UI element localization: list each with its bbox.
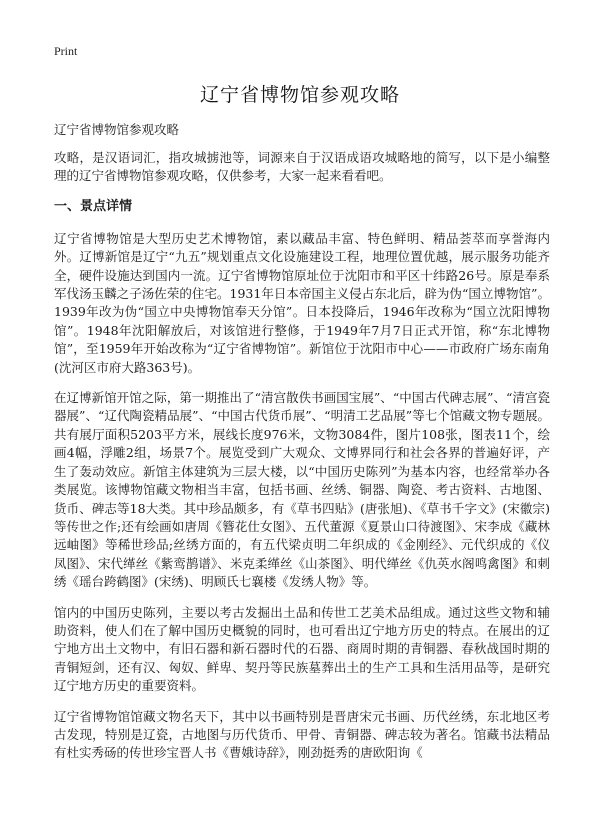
paragraph-exhibitions: 在辽博新馆开馆之际，第一期推出了“清宫散佚书画国宝展”、“中国古代碑志展”、“清宫瓷器展”、“辽代陶瓷精品展”、“中国古代货币展”、“明清工艺品展”等七个馆藏文物专题展。共有展厅面积5203平方米，展线长度976米，文物3084件，图片108张，图表11个，绘画4幅，浮雕2组，场景7个。展览受到广大观众、文博界同行和社会各界的普遍好评，产生了轰动效应。新馆主体建筑为三层大楼，以“中国历史陈列”为基本内容，也经常举办各类展览。该博物馆藏文物相当丰富，包括书画、丝绣、铜器、陶瓷、考古资料、古地图、货币、碑志等18大类。其中珍品颇多，有《草书四贴》(唐张旭)、《草书千字文》(宋徽宗)等传世之作;还有绘画如唐周《簪花仕女图》、五代董源《夏景山口待渡图》、宋李成《藏林远岫图》等稀世珍品;丝绣方面的，有五代梁贞明二年织成的《金刚经》、元代织成的《仪凤图》、宋代缂丝《紫鸾鹊谱》、米克柔缂丝《山茶图》、明代缂丝《仇英水阁鸣禽图》和刺绣《瑶台跨鹤图》(宋绣)、明顾氏七襄楼《发绣人物》等。 bbox=[54, 390, 550, 590]
paragraph-collections: 辽宁省博物馆馆藏文物名天下，其中以书画特别是晋唐宋元书画、历代丝绣，东北地区考古发现，特别是辽瓷，古地图与历代货币、甲骨、青铜器、碑志较为著名。馆藏书法精品有杜实秀砀的传世珍宝晋人书《曹娥诗辞》，刚劲挺秀的唐欧阳询《 bbox=[54, 708, 550, 761]
paragraph-overview: 辽宁省博物馆是大型历史艺术博物馆，素以藏品丰富、特色鲜明、精品荟萃而享誉海内外。辽博新馆是辽宁“九五”规划重点文化设施建设工程，地理位置优越，展示服务功能齐全，硬件设施达到国内一流。辽宁省博物馆原址位于沈阳市和平区十纬路26号。原是奉系军伐汤玉麟之子汤佐荣的住宅。1931年日本帝国主义侵占东北后，辟为伪“国立博物馆”。1939年改为伪“国立中央博物馆奉天分馆”。日本投降后，1946年改称为“国立沈阳博物馆”。1948年沈阳解放后，对该馆进行整修，于1949年7月7日正式开馆，称“东北博物馆”，至1959年开始改称为“辽宁省博物馆”。新馆位于沈阳市中心——市政府广场东南角(沈河区市府大路363号)。 bbox=[54, 230, 550, 375]
paragraph-history-exhibit: 馆内的中国历史陈列，主要以考古发掘出土品和传世工艺美术品组成。通过这些文物和辅助资料，使人们在了解中国历史概貌的同时，也可看出辽宁地方历史的特点。在展出的辽宁地方出土文物中，有旧石器和新石器时代的石器、商周时期的青铜器、春秋战国时期的青铜短剑，还有汉、匈奴、鲜卑、契丹等民族墓葬出土的生产工具和生活用品等，是研究辽宁地方历史的重要资料。 bbox=[54, 604, 550, 694]
print-link[interactable]: Print bbox=[54, 44, 78, 58]
article-body bbox=[54, 121, 550, 775]
article-subtitle: 辽宁省博物馆参观攻略 bbox=[54, 122, 180, 137]
section-heading: 一、景点详情 bbox=[54, 198, 133, 214]
intro-paragraph: 攻略，是汉语词汇，指攻城掳池等，词源来自于汉语成语攻城略地的简写，以下是小编整理的辽宁省博物馆参观攻略，仅供参考，大家一起来看看吧。 bbox=[54, 150, 550, 184]
page-title: 辽宁省博物馆参观攻略 bbox=[199, 84, 400, 106]
